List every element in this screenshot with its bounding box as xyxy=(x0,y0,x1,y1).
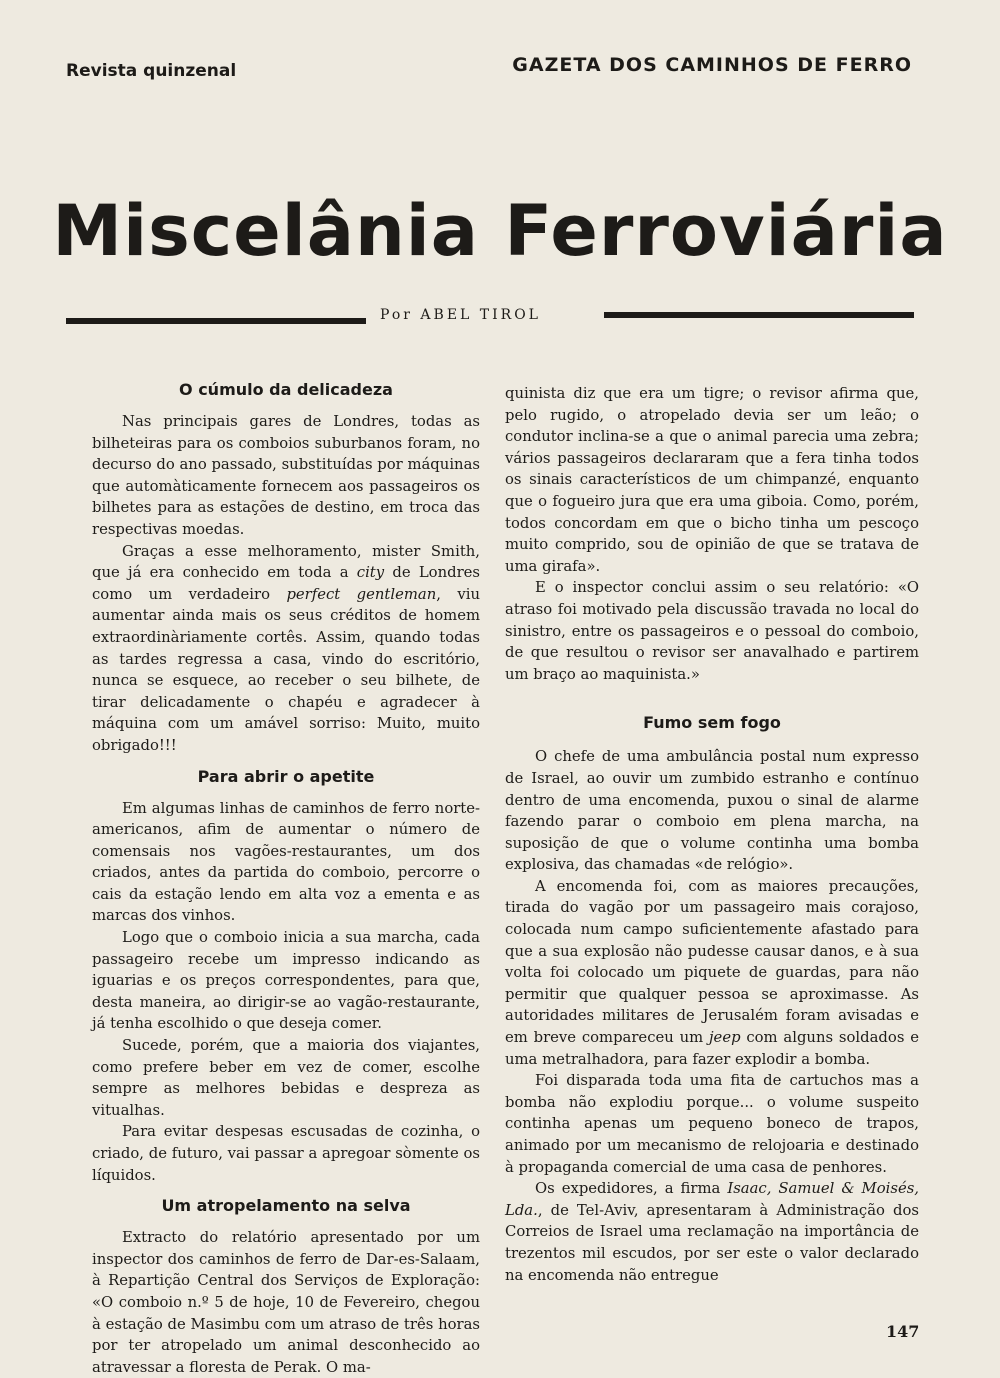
paragraph: Foi disparada toda uma fita de cartuchos mas a bomba não explodiu porque... o volume suspeito continha apenas um pequeno boneco de trapos, animado por um mecanismo de relojoaria e destinado à propaganda comercial de uma casa de penhores. xyxy=(505,1072,919,1176)
paragraph: Extracto do relatório apresentado por um inspector dos caminhos de ferro de Dar-es-Salaam, à Repartição Central dos Serviços de Exploração: «O comboio n.º 5 de hoje, 10 de Fevereiro, chegou à estação de Masimbu com um atraso de três horas por ter atropelado um animal desconhecido ao atravessar a floresta de Perak. O ma- xyxy=(92,1229,480,1376)
paragraph: Logo que o comboio inicia a sua marcha, cada passageiro recebe um impresso indicando as iguarias e os preços correspondentes, para que, desta maneira, ao dirigir-se ao vagão-restaurante, já tenha escolhido o que deseja comer. xyxy=(92,929,480,1033)
divider-rule-left xyxy=(66,318,366,324)
page-number: 147 xyxy=(886,1322,920,1341)
paragraph: A encomenda foi, com as maiores precauções, tirada do vagão por um passageiro mais corajoso, colocada num campo suficientemente afastado para que a sua explosão não pudesse causar danos, e à sua volta foi colocado um piquete de guardas, para não permitir que qualquer pessoa se aproximasse. As autoridades militares de Jerusalém foram avisadas e em breve compareceu um jeep com alguns soldados e uma metralhadora, para fazer explodir a bomba. xyxy=(505,877,919,1068)
paragraph: Os expedidores, a firma Isaac, Samuel & Moisés, Lda., de Tel-Aviv, apresentaram à Administração dos Correios de Israel uma reclamação na importância de trezentos mil escudos, por ser este o valor declarado na encomenda não entregue xyxy=(505,1180,919,1284)
header-left: Revista quinzenal xyxy=(66,61,237,81)
section-heading: Para abrir o apetite xyxy=(197,766,375,786)
byline: Por ABEL TIROL xyxy=(380,307,541,323)
section-heading: O cúmulo da delicadeza xyxy=(179,380,393,399)
paragraph: quinista diz que era um tigre; o revisor afirma que, pelo rugido, o atropelado devia ser um leão; o condutor inclina-se a que o animal parecia uma zebra; vários passageiros declararam que a fera tinha todos os sinais característicos de um chimpanzé, enquanto que o fogueiro jura que era uma giboia. Como, porém, todos concordam em que o bicho tinha um pescoço muito comprido, sou de opinião de que se tratava de uma girafa». xyxy=(505,385,919,575)
column-right xyxy=(505,383,919,1286)
paragraph: E o inspector conclui assim o seu relatório: «O atraso foi motivado pela discussão travada no local do sinistro, entre os passageiros e o pessoal do comboio, de que resultou o revisor ser anavalhado e partirem um braço ao maquinista.» xyxy=(505,579,919,683)
divider-rule-right xyxy=(604,312,914,318)
section-heading: Fumo sem fogo xyxy=(643,713,781,733)
paragraph: Sucede, porém, que a maioria dos viajantes, como prefere beber em vez de comer, escolhe sempre as melhores bebidas e despreza as vitualhas. xyxy=(92,1037,480,1119)
paragraph: Em algumas linhas de caminhos de ferro norte-americanos, afim de aumentar o número de comensais nos vagões-restaurantes, um dos criados, antes da partida do comboio, percorre o cais da estação lendo em alta voz a ementa e as marcas dos vinhos. xyxy=(92,799,480,925)
paragraph: Graças a esse melhoramento, mister Smith, que já era conhecido em toda a city de Londres como um verdadeiro perfect gentleman, viu aumentar ainda mais os seus créditos de homem extraordinàriamente cortês. Assim, quando todas as tardes regressa a casa, vindo do escritório, nunca se esquece, ao receber o seu bilhete, de tirar delicadamente o chapéu e agradecer à máquina com um amável sorriso: Muito, muito obrigado!!! xyxy=(92,542,481,754)
column-left xyxy=(92,380,480,1378)
section-heading: Um atropelamento na selva xyxy=(161,1196,411,1216)
page-title: Miscelânia Ferroviária xyxy=(52,190,948,272)
paragraph: O chefe de uma ambulância postal num expresso de Israel, ao ouvir um zumbido estranho e contínuo dentro de uma encomenda, puxou o sinal de alarme fazendo parar o comboio em plena marcha, na suposição de que o volume continha uma bomba explosiva, das chamadas «de relógio». xyxy=(505,748,919,874)
paragraph: Para evitar despesas escusadas de cozinha, o criado, de futuro, vai passar a apregoar sòmente os líquidos. xyxy=(92,1123,480,1184)
paragraph: Nas principais gares de Londres, todas as bilheteiras para os comboios suburbanos foram, no decurso do ano passado, substituídas por máquinas que automàticamente fornecem aos passageiros os bilhetes para as estações de destino, em troca das respectivas moedas. xyxy=(92,413,480,538)
header-right: GAZETA DOS CAMINHOS DE FERRO xyxy=(512,54,912,76)
